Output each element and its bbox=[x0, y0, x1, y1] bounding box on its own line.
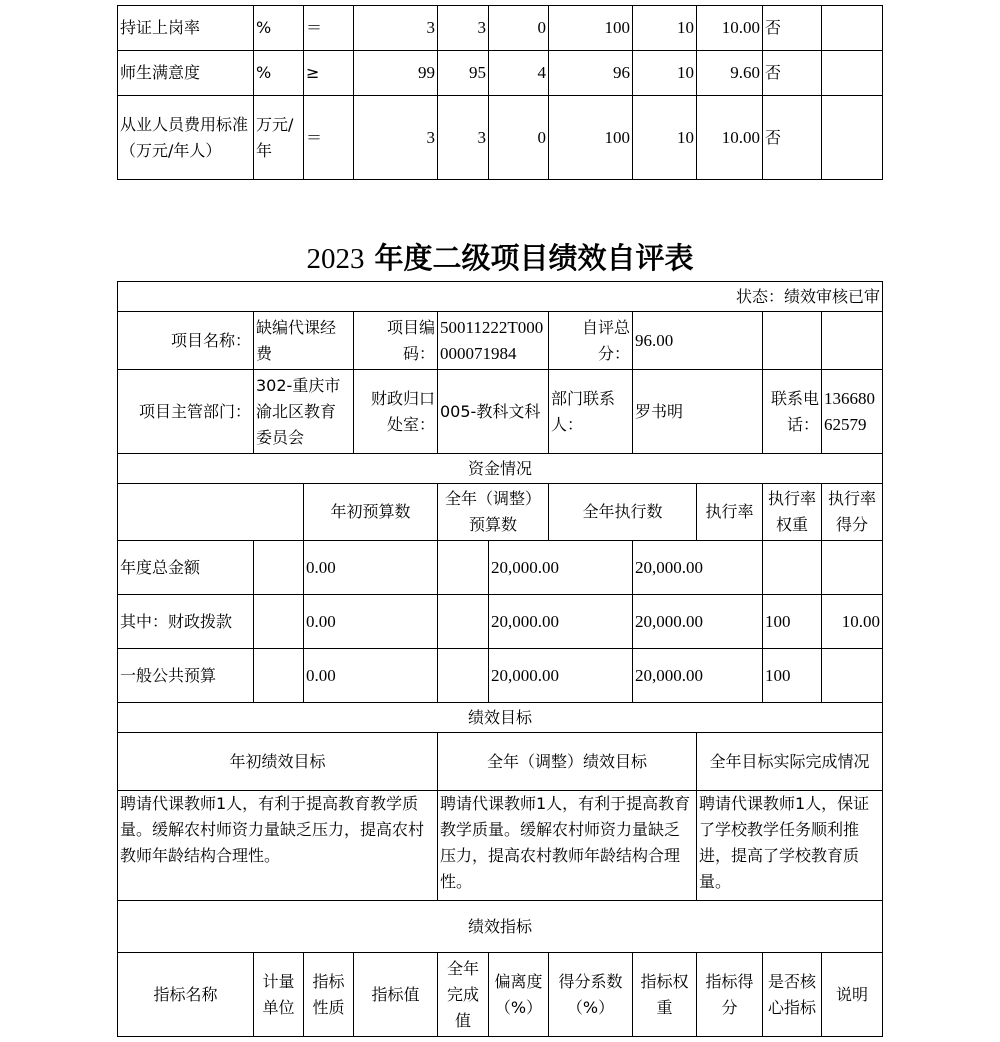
funds-label: 其中：财政拨款 bbox=[118, 595, 254, 649]
indicator-deviation: 4 bbox=[489, 51, 549, 96]
project-code: 50011222T000000071984 bbox=[438, 312, 549, 370]
funds-initial: 0.00 bbox=[304, 649, 438, 703]
indicator-operator: ≥ bbox=[304, 51, 354, 96]
table-row bbox=[118, 96, 883, 180]
funds-initial: 0.00 bbox=[304, 541, 438, 595]
indicator-coef: 96 bbox=[549, 51, 633, 96]
phone-label: 联系电话： bbox=[763, 370, 822, 454]
status-text: 状态：绩效审核已审 bbox=[118, 282, 883, 312]
funds-adjusted: 20,000.00 bbox=[489, 649, 633, 703]
col-executed: 全年执行数 bbox=[549, 484, 697, 541]
finance-label: 财政归口处室： bbox=[354, 370, 438, 454]
col-initial-goal: 年初绩效目标 bbox=[118, 733, 438, 791]
indicator-core: 否 bbox=[763, 96, 822, 180]
finance-office: 005-教科文科 bbox=[438, 370, 549, 454]
indicator-weight: 10 bbox=[633, 96, 697, 180]
funds-executed: 20,000.00 bbox=[633, 595, 763, 649]
adjusted-goal-text: 聘请代课教师1人，有利于提高教育教学质量。缓解农村师资力量缺乏压力，提高农村教师年龄结构合理性。 bbox=[438, 791, 697, 901]
col-initial-budget: 年初预算数 bbox=[304, 484, 438, 541]
funds-label: 一般公共预算 bbox=[118, 649, 254, 703]
indicator-deviation: 0 bbox=[489, 6, 549, 51]
dept: 302-重庆市渝北区教育委员会 bbox=[254, 370, 354, 454]
indicator-coef: 100 bbox=[549, 6, 633, 51]
indicator-note bbox=[822, 96, 883, 180]
col-indicator-unit: 计量单位 bbox=[254, 953, 304, 1037]
table-row bbox=[118, 649, 883, 703]
indicator-unit: % bbox=[254, 51, 304, 96]
col-actual-completion: 全年目标实际完成情况 bbox=[697, 733, 883, 791]
col-core: 是否核心指标 bbox=[763, 953, 822, 1037]
indicator-actual: 3 bbox=[438, 6, 489, 51]
self-evaluation-table bbox=[117, 281, 883, 1037]
funds-score: 10.00 bbox=[822, 595, 883, 649]
indicator-coef: 100 bbox=[549, 96, 633, 180]
actual-completion-text: 聘请代课教师1人，保证了学校教学任务顺利推进，提高了学校教育质量。 bbox=[697, 791, 883, 901]
funds-rate bbox=[763, 541, 822, 595]
title-text: 年度二级项目绩效自评表 bbox=[374, 241, 694, 275]
project-name: 缺编代课经费 bbox=[254, 312, 354, 370]
indicator-target: 99 bbox=[354, 51, 438, 96]
indicator-score: 9.60 bbox=[697, 51, 763, 96]
table-row bbox=[118, 51, 883, 96]
info-row bbox=[118, 312, 883, 370]
funds-section-title: 资金情况 bbox=[118, 454, 883, 484]
section-header bbox=[118, 454, 883, 484]
indicator-continuation-table bbox=[117, 5, 883, 180]
table-row bbox=[118, 6, 883, 51]
indicators-section-title: 绩效指标 bbox=[118, 901, 883, 953]
page-title bbox=[0, 236, 1000, 277]
indicator-operator: ＝ bbox=[304, 6, 354, 51]
indicator-target: 3 bbox=[354, 96, 438, 180]
col-weight: 指标权重 bbox=[633, 953, 697, 1037]
col-coef: 得分系数（%） bbox=[549, 953, 633, 1037]
indicator-actual: 95 bbox=[438, 51, 489, 96]
funds-score bbox=[822, 649, 883, 703]
table-row bbox=[118, 541, 883, 595]
funds-score bbox=[822, 541, 883, 595]
indicator-deviation: 0 bbox=[489, 96, 549, 180]
col-rate-weight: 执行率权重 bbox=[763, 484, 822, 541]
indicator-name: 持证上岗率 bbox=[118, 6, 254, 51]
indicator-target: 3 bbox=[354, 6, 438, 51]
section-header bbox=[118, 901, 883, 953]
funds-rate: 100 bbox=[763, 595, 822, 649]
indicator-operator: ＝ bbox=[304, 96, 354, 180]
funds-header-row bbox=[118, 484, 883, 541]
goals-header-row bbox=[118, 733, 883, 791]
indicator-unit: 万元/年 bbox=[254, 96, 304, 180]
indicator-weight: 10 bbox=[633, 6, 697, 51]
indicator-actual: 3 bbox=[438, 96, 489, 180]
funds-adjusted: 20,000.00 bbox=[489, 541, 633, 595]
info-row bbox=[118, 370, 883, 454]
indicator-core: 否 bbox=[763, 51, 822, 96]
indicator-unit: % bbox=[254, 6, 304, 51]
self-score-label: 自评总分： bbox=[549, 312, 633, 370]
dept-label: 项目主管部门： bbox=[118, 370, 254, 454]
goals-content-row bbox=[118, 791, 883, 901]
phone: 13668062579 bbox=[822, 370, 883, 454]
col-adjusted-goal: 全年（调整）绩效目标 bbox=[438, 733, 697, 791]
funds-rate: 100 bbox=[763, 649, 822, 703]
goals-section-title: 绩效目标 bbox=[118, 703, 883, 733]
col-completion: 全年完成值 bbox=[438, 953, 489, 1037]
funds-executed: 20,000.00 bbox=[633, 649, 763, 703]
indicators-header-row bbox=[118, 953, 883, 1037]
project-code-label: 项目编码： bbox=[354, 312, 438, 370]
indicator-weight: 10 bbox=[633, 51, 697, 96]
table-row bbox=[118, 595, 883, 649]
status-row bbox=[118, 282, 883, 312]
initial-goal-text: 聘请代课教师1人，有利于提高教育教学质量。缓解农村师资力量缺乏压力，提高农村教师年龄结构合理性。 bbox=[118, 791, 438, 901]
funds-initial: 0.00 bbox=[304, 595, 438, 649]
funds-adjusted: 20,000.00 bbox=[489, 595, 633, 649]
project-name-label: 项目名称： bbox=[118, 312, 254, 370]
indicator-score: 10.00 bbox=[697, 96, 763, 180]
title-year: 2023 bbox=[306, 243, 365, 275]
col-score: 指标得分 bbox=[697, 953, 763, 1037]
indicator-note bbox=[822, 6, 883, 51]
contact-person: 罗书明 bbox=[633, 370, 763, 454]
funds-label: 年度总金额 bbox=[118, 541, 254, 595]
col-exec-rate: 执行率 bbox=[697, 484, 763, 541]
indicator-note bbox=[822, 51, 883, 96]
indicator-name: 从业人员费用标准（万元/年人） bbox=[118, 96, 254, 180]
col-note: 说明 bbox=[822, 953, 883, 1037]
col-deviation: 偏离度（%） bbox=[489, 953, 549, 1037]
col-indicator-name: 指标名称 bbox=[118, 953, 254, 1037]
col-rate-score: 执行率得分 bbox=[822, 484, 883, 541]
indicator-core: 否 bbox=[763, 6, 822, 51]
col-indicator-nature: 指标性质 bbox=[304, 953, 354, 1037]
indicator-score: 10.00 bbox=[697, 6, 763, 51]
section-header bbox=[118, 703, 883, 733]
col-adjusted-budget: 全年（调整）预算数 bbox=[438, 484, 549, 541]
indicator-name: 师生满意度 bbox=[118, 51, 254, 96]
col-indicator-value: 指标值 bbox=[354, 953, 438, 1037]
self-score: 96.00 bbox=[633, 312, 763, 370]
funds-executed: 20,000.00 bbox=[633, 541, 763, 595]
contact-label: 部门联系人： bbox=[549, 370, 633, 454]
